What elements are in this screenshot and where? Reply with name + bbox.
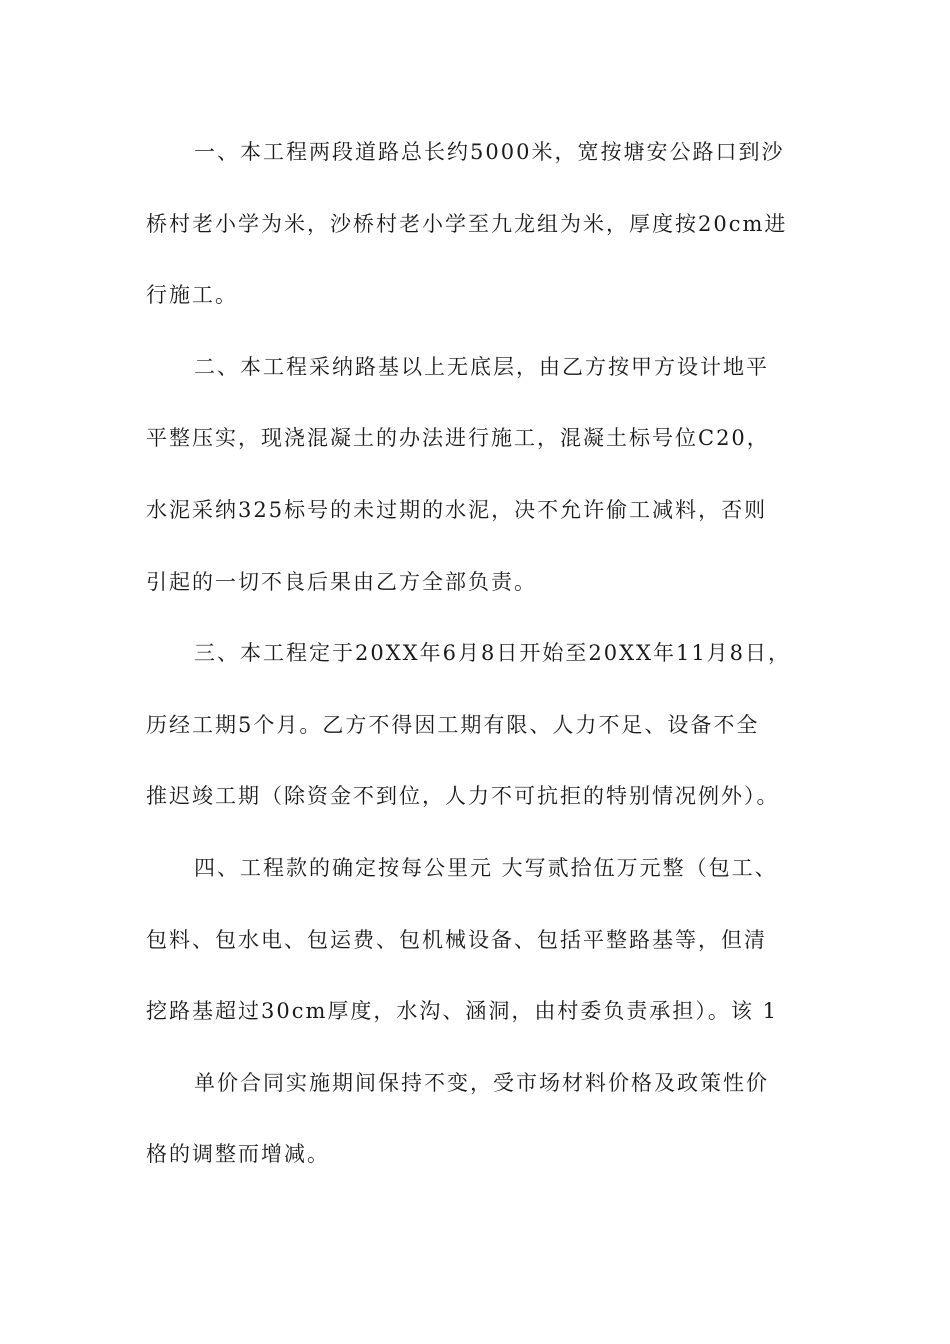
paragraph-4-line-2: 包料、包水电、包运费、包机械设备、包括平整路基等，但清 bbox=[146, 927, 767, 952]
document-body bbox=[146, 128, 810, 1202]
paragraph-1-line-3: 行施工。 bbox=[146, 283, 238, 308]
paragraph-2-line-4: 引起的一切不良后果由乙方全部负责。 bbox=[146, 569, 537, 594]
paragraph-5-line-2: 格的调整而增减。 bbox=[146, 1142, 330, 1167]
paragraph-4-line-1: 四、工程款的确定按每公里元 大写贰拾伍万元整（包工、 bbox=[194, 855, 778, 880]
paragraph-1-line-2: 桥村老小学为米，沙桥村老小学至九龙组为米，厚度按20cm进 bbox=[146, 211, 788, 236]
paragraph-2-line-3: 水泥采纳325标号的未过期的水泥，决不允许偷工减料，否则 bbox=[146, 497, 768, 522]
paragraph-1-line-1: 一、本工程两段道路总长约5000米，宽按塘安公路口到沙 bbox=[194, 140, 785, 164]
paragraph-5-line-1: 单价合同实施期间保持不变，受市场材料价格及政策性价 bbox=[194, 1070, 769, 1095]
paragraph-2-line-1: 二、本工程采纳路基以上无底层，由乙方按甲方设计地平 bbox=[194, 354, 769, 379]
paragraph-4-line-3: 挖路基超过30cm厚度，水沟、涵洞，由村委负责承担）。该 1 bbox=[146, 999, 778, 1024]
paragraph-3-line-2: 历经工期5个月。乙方不得因工期有限、人力不足、设备不全 bbox=[146, 712, 760, 737]
paragraph-3-line-3: 推迟竣工期（除资金不到位，人力不可抗拒的特别情况例外）。 bbox=[146, 784, 780, 809]
paragraph-2-line-2: 平整压实，现浇混凝土的办法进行施工，混凝土标号位C20， bbox=[146, 426, 770, 451]
paragraph-3-line-1: 三、本工程定于20XX年6月8日开始至20XX年11月8日， bbox=[194, 641, 792, 666]
